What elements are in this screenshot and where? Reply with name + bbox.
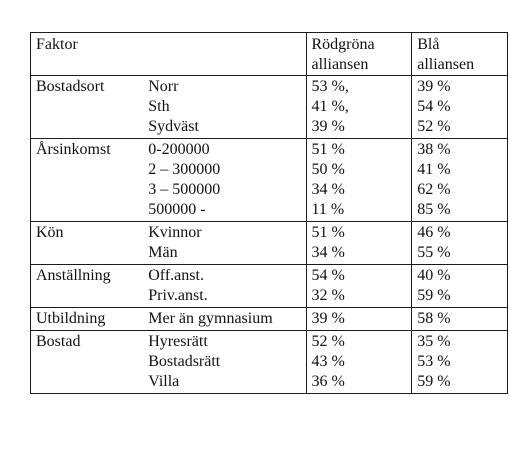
red-green-cell <box>306 308 412 331</box>
red-green-cell <box>306 265 412 308</box>
factor-label: Årsinkomst <box>36 141 111 158</box>
subcategory-cell <box>143 331 306 394</box>
blue-value: 55 % <box>417 244 451 261</box>
subcategory-label: Kvinnor <box>148 224 202 241</box>
blue-value: 54 % <box>417 98 451 115</box>
subcategory-label: Off.anst. <box>148 267 204 284</box>
blue-value: 40 % <box>417 267 451 284</box>
subcategory-label: 3 – 500000 <box>148 181 221 198</box>
subcategory-cell <box>143 76 306 139</box>
subcategory-label: 2 – 300000 <box>148 161 221 178</box>
blue-value: 62 % <box>417 181 451 198</box>
factor-cell <box>31 76 144 139</box>
factor-cell <box>31 265 144 308</box>
red-green-value: 51 % <box>311 141 345 158</box>
blue-cell <box>412 222 508 265</box>
red-green-cell <box>306 139 412 222</box>
blue-cell <box>412 76 508 139</box>
table-row-group <box>31 308 508 331</box>
red-green-cell <box>306 76 412 139</box>
header-blue <box>412 33 508 76</box>
subcategory-label: Sydväst <box>148 118 199 135</box>
subcategory-label: 0-200000 <box>148 141 210 158</box>
factor-label: Kön <box>36 224 64 241</box>
red-green-value: 52 % <box>311 333 345 350</box>
blue-value: 38 % <box>417 141 451 158</box>
header-factor <box>31 33 144 76</box>
subcategory-label: Hyresrätt <box>148 333 208 350</box>
red-green-cell <box>306 222 412 265</box>
blue-cell <box>412 265 508 308</box>
factor-cell <box>31 308 144 331</box>
subcategory-label: Norr <box>148 78 179 95</box>
red-green-value: 54 % <box>311 267 345 284</box>
red-green-value: 43 % <box>311 353 345 370</box>
red-green-value: 39 % <box>311 310 345 327</box>
table-row-group <box>31 76 508 139</box>
table-header-row <box>31 33 508 76</box>
survey-table <box>30 32 508 394</box>
table-row-group <box>31 139 508 222</box>
subcategory-cell <box>143 265 306 308</box>
factor-cell <box>31 331 144 394</box>
blue-cell <box>412 139 508 222</box>
blue-value: 39 % <box>417 78 451 95</box>
blue-cell <box>412 308 508 331</box>
blue-value: 85 % <box>417 201 451 218</box>
factor-label: Bostadsort <box>36 78 105 95</box>
blue-value: 46 % <box>417 224 451 241</box>
subcategory-label: 500000 - <box>148 201 206 218</box>
subcategory-cell <box>143 222 306 265</box>
red-green-value: 51 % <box>311 224 345 241</box>
subcategory-label: Män <box>148 244 178 261</box>
header-red-green-line-2: alliansen <box>311 56 369 73</box>
subcategory-label: Mer än gymnasium <box>148 310 273 327</box>
red-green-value: 34 % <box>311 181 345 198</box>
factor-label: Anställning <box>36 267 111 284</box>
blue-value: 59 % <box>417 373 451 390</box>
subcategory-label: Sth <box>148 98 170 115</box>
red-green-value: 34 % <box>311 244 345 261</box>
blue-value: 52 % <box>417 118 451 135</box>
subcategory-label: Villa <box>148 373 180 390</box>
red-green-value: 11 % <box>311 201 345 218</box>
header-subcategory <box>143 33 306 76</box>
table-row-group <box>31 222 508 265</box>
blue-value: 41 % <box>417 161 451 178</box>
blue-value: 59 % <box>417 287 451 304</box>
blue-value: 53 % <box>417 353 451 370</box>
blue-value: 35 % <box>417 333 451 350</box>
factor-cell <box>31 139 144 222</box>
subcategory-label: Bostadsrätt <box>148 353 221 370</box>
red-green-value: 50 % <box>311 161 345 178</box>
table-row-group <box>31 331 508 394</box>
table-row-group <box>31 265 508 308</box>
red-green-cell <box>306 331 412 394</box>
subcategory-cell <box>143 308 306 331</box>
subcategory-cell <box>143 139 306 222</box>
red-green-value: 53 %, <box>311 78 349 95</box>
factor-label: Bostad <box>36 333 81 350</box>
red-green-value: 39 % <box>311 118 345 135</box>
header-blue-line-1: Blå <box>417 36 440 53</box>
blue-value: 58 % <box>417 310 451 327</box>
factor-label: Utbildning <box>36 310 106 327</box>
red-green-value: 36 % <box>311 373 345 390</box>
header-red-green-line-1: Rödgröna <box>311 36 375 53</box>
red-green-value: 41 %, <box>311 98 349 115</box>
table-body <box>31 76 508 394</box>
header-factor-label: Faktor <box>36 36 78 53</box>
red-green-value: 32 % <box>311 287 345 304</box>
factor-cell <box>31 222 144 265</box>
header-blue-line-2: alliansen <box>417 56 475 73</box>
subcategory-label: Priv.anst. <box>148 287 208 304</box>
header-red-green <box>306 33 412 76</box>
blue-cell <box>412 331 508 394</box>
